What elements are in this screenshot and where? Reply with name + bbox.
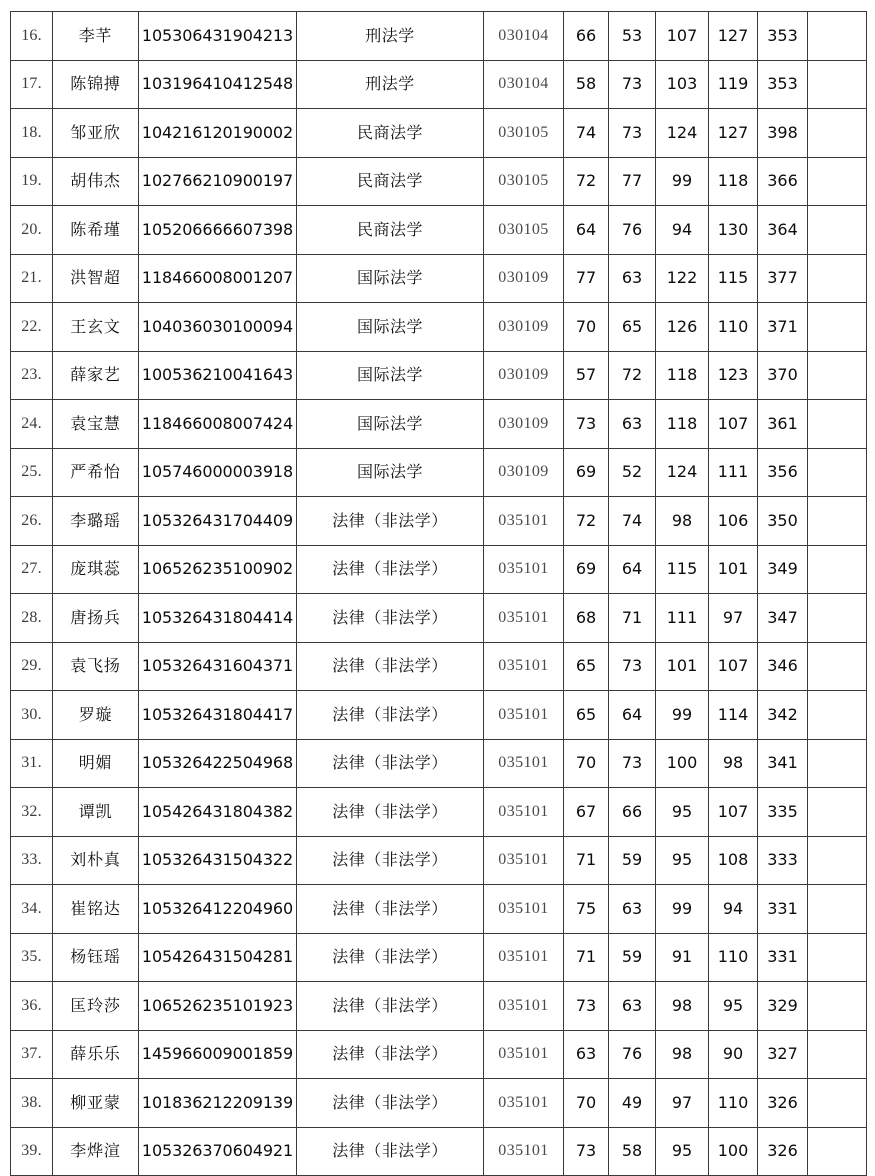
score-subject-3: 122 (656, 254, 709, 303)
score-subject-3: 118 (656, 400, 709, 449)
row-index: 16. (11, 12, 53, 61)
total-score: 326 (758, 1079, 808, 1128)
applicant-name: 薛家艺 (53, 351, 139, 400)
score-subject-2: 72 (609, 351, 656, 400)
major-name: 法律（非法学） (297, 885, 484, 934)
exam-id: 105426431804382 (139, 788, 297, 837)
total-score: 350 (758, 497, 808, 546)
total-score: 342 (758, 691, 808, 740)
total-score: 364 (758, 206, 808, 255)
score-subject-4: 111 (709, 448, 758, 497)
table-row (11, 594, 867, 643)
score-subject-1: 65 (564, 691, 609, 740)
major-code: 030109 (484, 303, 564, 352)
score-subject-1: 68 (564, 594, 609, 643)
applicant-name: 袁飞扬 (53, 642, 139, 691)
remarks-cell (808, 739, 867, 788)
total-score: 366 (758, 157, 808, 206)
major-code: 035101 (484, 1127, 564, 1176)
score-subject-1: 71 (564, 836, 609, 885)
major-name: 法律（非法学） (297, 497, 484, 546)
exam-id: 105326412204960 (139, 885, 297, 934)
row-index: 38. (11, 1079, 53, 1128)
major-code: 035101 (484, 885, 564, 934)
table-row (11, 885, 867, 934)
major-code: 035101 (484, 497, 564, 546)
major-code: 030109 (484, 351, 564, 400)
score-subject-3: 95 (656, 1127, 709, 1176)
major-name: 国际法学 (297, 351, 484, 400)
remarks-cell (808, 642, 867, 691)
exam-id: 105326431504322 (139, 836, 297, 885)
total-score: 347 (758, 594, 808, 643)
major-name: 国际法学 (297, 448, 484, 497)
total-score: 361 (758, 400, 808, 449)
score-subject-3: 97 (656, 1079, 709, 1128)
table-row (11, 157, 867, 206)
applicant-name: 薛乐乐 (53, 1030, 139, 1079)
major-code: 030109 (484, 448, 564, 497)
row-index: 19. (11, 157, 53, 206)
applicant-name: 胡伟杰 (53, 157, 139, 206)
total-score: 333 (758, 836, 808, 885)
applicant-name: 李璐瑶 (53, 497, 139, 546)
applicant-name: 柳亚蒙 (53, 1079, 139, 1128)
table-row (11, 400, 867, 449)
major-name: 法律（非法学） (297, 933, 484, 982)
score-subject-4: 110 (709, 303, 758, 352)
table-row (11, 1030, 867, 1079)
remarks-cell (808, 12, 867, 61)
major-name: 民商法学 (297, 157, 484, 206)
score-subject-4: 106 (709, 497, 758, 546)
table-row (11, 60, 867, 109)
score-subject-3: 107 (656, 12, 709, 61)
table-row (11, 933, 867, 982)
score-subject-2: 65 (609, 303, 656, 352)
score-subject-3: 99 (656, 157, 709, 206)
score-subject-2: 73 (609, 642, 656, 691)
applicant-name: 洪智超 (53, 254, 139, 303)
total-score: 353 (758, 12, 808, 61)
exam-id: 105326431604371 (139, 642, 297, 691)
score-subject-2: 71 (609, 594, 656, 643)
applicant-name: 罗璇 (53, 691, 139, 740)
applicant-name: 陈希瑾 (53, 206, 139, 255)
score-subject-2: 76 (609, 1030, 656, 1079)
applicant-name: 李芊 (53, 12, 139, 61)
major-code: 030104 (484, 60, 564, 109)
score-subject-2: 76 (609, 206, 656, 255)
total-score: 398 (758, 109, 808, 158)
score-subject-4: 114 (709, 691, 758, 740)
major-name: 法律（非法学） (297, 1127, 484, 1176)
score-subject-1: 65 (564, 642, 609, 691)
exam-id: 118466008001207 (139, 254, 297, 303)
major-name: 法律（非法学） (297, 691, 484, 740)
score-subject-4: 107 (709, 788, 758, 837)
score-subject-2: 66 (609, 788, 656, 837)
major-name: 民商法学 (297, 109, 484, 158)
score-subject-4: 98 (709, 739, 758, 788)
score-subject-1: 63 (564, 1030, 609, 1079)
total-score: 326 (758, 1127, 808, 1176)
remarks-cell (808, 982, 867, 1031)
major-code: 035101 (484, 1030, 564, 1079)
score-subject-1: 75 (564, 885, 609, 934)
major-name: 刑法学 (297, 60, 484, 109)
exam-id: 101836212209139 (139, 1079, 297, 1128)
row-index: 27. (11, 545, 53, 594)
score-subject-3: 98 (656, 1030, 709, 1079)
score-subject-1: 77 (564, 254, 609, 303)
row-index: 37. (11, 1030, 53, 1079)
score-subject-1: 57 (564, 351, 609, 400)
total-score: 356 (758, 448, 808, 497)
row-index: 23. (11, 351, 53, 400)
remarks-cell (808, 691, 867, 740)
exam-id: 104216120190002 (139, 109, 297, 158)
score-subject-4: 107 (709, 642, 758, 691)
major-code: 035101 (484, 545, 564, 594)
row-index: 36. (11, 982, 53, 1031)
score-subject-1: 66 (564, 12, 609, 61)
score-subject-3: 95 (656, 788, 709, 837)
exam-id: 105746000003918 (139, 448, 297, 497)
exam-id: 105326370604921 (139, 1127, 297, 1176)
score-subject-3: 124 (656, 109, 709, 158)
score-table-container (10, 11, 866, 1176)
applicant-name: 王玄文 (53, 303, 139, 352)
score-subject-1: 67 (564, 788, 609, 837)
total-score: 331 (758, 933, 808, 982)
major-name: 法律（非法学） (297, 545, 484, 594)
major-code: 035101 (484, 691, 564, 740)
table-row (11, 448, 867, 497)
major-name: 国际法学 (297, 254, 484, 303)
major-code: 035101 (484, 642, 564, 691)
applicant-name: 明媚 (53, 739, 139, 788)
score-subject-3: 111 (656, 594, 709, 643)
score-subject-3: 94 (656, 206, 709, 255)
applicant-name: 袁宝慧 (53, 400, 139, 449)
major-code: 035101 (484, 933, 564, 982)
total-score: 371 (758, 303, 808, 352)
exam-id: 105326422504968 (139, 739, 297, 788)
remarks-cell (808, 351, 867, 400)
score-subject-4: 100 (709, 1127, 758, 1176)
total-score: 377 (758, 254, 808, 303)
major-name: 国际法学 (297, 303, 484, 352)
total-score: 349 (758, 545, 808, 594)
table-row (11, 836, 867, 885)
row-index: 29. (11, 642, 53, 691)
remarks-cell (808, 1030, 867, 1079)
row-index: 24. (11, 400, 53, 449)
major-code: 030109 (484, 254, 564, 303)
total-score: 346 (758, 642, 808, 691)
remarks-cell (808, 933, 867, 982)
score-subject-3: 99 (656, 691, 709, 740)
major-name: 法律（非法学） (297, 1079, 484, 1128)
major-code: 030105 (484, 157, 564, 206)
total-score: 335 (758, 788, 808, 837)
score-subject-3: 91 (656, 933, 709, 982)
applicant-name: 杨钰瑶 (53, 933, 139, 982)
table-row (11, 739, 867, 788)
score-subject-1: 74 (564, 109, 609, 158)
score-subject-4: 108 (709, 836, 758, 885)
table-row (11, 109, 867, 158)
major-name: 刑法学 (297, 12, 484, 61)
score-table-body (11, 12, 867, 1176)
row-index: 39. (11, 1127, 53, 1176)
score-subject-3: 99 (656, 885, 709, 934)
row-index: 31. (11, 739, 53, 788)
applicant-name: 崔铭达 (53, 885, 139, 934)
exam-id: 105326431704409 (139, 497, 297, 546)
applicant-name: 谭凯 (53, 788, 139, 837)
exam-id: 100536210041643 (139, 351, 297, 400)
major-code: 035101 (484, 982, 564, 1031)
score-subject-1: 70 (564, 1079, 609, 1128)
major-name: 法律（非法学） (297, 642, 484, 691)
score-subject-1: 71 (564, 933, 609, 982)
table-row (11, 1079, 867, 1128)
remarks-cell (808, 60, 867, 109)
table-row (11, 982, 867, 1031)
score-subject-1: 72 (564, 157, 609, 206)
score-subject-4: 127 (709, 109, 758, 158)
exam-id: 105326431804417 (139, 691, 297, 740)
score-subject-3: 124 (656, 448, 709, 497)
applicant-name: 刘朴真 (53, 836, 139, 885)
score-subject-4: 110 (709, 933, 758, 982)
score-subject-4: 107 (709, 400, 758, 449)
major-name: 法律（非法学） (297, 739, 484, 788)
score-subject-2: 77 (609, 157, 656, 206)
table-row (11, 12, 867, 61)
score-subject-2: 52 (609, 448, 656, 497)
remarks-cell (808, 788, 867, 837)
score-subject-4: 97 (709, 594, 758, 643)
score-subject-2: 53 (609, 12, 656, 61)
major-code: 035101 (484, 836, 564, 885)
total-score: 341 (758, 739, 808, 788)
score-subject-2: 59 (609, 933, 656, 982)
major-code: 030109 (484, 400, 564, 449)
score-subject-4: 110 (709, 1079, 758, 1128)
remarks-cell (808, 448, 867, 497)
major-name: 国际法学 (297, 400, 484, 449)
remarks-cell (808, 254, 867, 303)
exam-id: 105206666607398 (139, 206, 297, 255)
row-index: 35. (11, 933, 53, 982)
applicant-name: 邹亚欣 (53, 109, 139, 158)
total-score: 329 (758, 982, 808, 1031)
row-index: 17. (11, 60, 53, 109)
row-index: 25. (11, 448, 53, 497)
score-subject-1: 73 (564, 1127, 609, 1176)
major-code: 035101 (484, 594, 564, 643)
score-subject-1: 70 (564, 303, 609, 352)
total-score: 331 (758, 885, 808, 934)
score-subject-1: 58 (564, 60, 609, 109)
major-name: 法律（非法学） (297, 788, 484, 837)
score-subject-1: 73 (564, 982, 609, 1031)
score-subject-3: 115 (656, 545, 709, 594)
applicant-name: 严希怡 (53, 448, 139, 497)
score-subject-3: 126 (656, 303, 709, 352)
major-code: 030105 (484, 206, 564, 255)
score-subject-2: 73 (609, 60, 656, 109)
remarks-cell (808, 1079, 867, 1128)
remarks-cell (808, 400, 867, 449)
score-subject-3: 101 (656, 642, 709, 691)
exam-id: 118466008007424 (139, 400, 297, 449)
score-subject-1: 70 (564, 739, 609, 788)
applicant-name: 匡玲莎 (53, 982, 139, 1031)
score-subject-4: 119 (709, 60, 758, 109)
score-subject-2: 63 (609, 885, 656, 934)
row-index: 28. (11, 594, 53, 643)
score-subject-2: 63 (609, 400, 656, 449)
remarks-cell (808, 836, 867, 885)
applicant-name: 李烨渲 (53, 1127, 139, 1176)
exam-id: 105426431504281 (139, 933, 297, 982)
exam-id: 145966009001859 (139, 1030, 297, 1079)
row-index: 26. (11, 497, 53, 546)
exam-id: 103196410412548 (139, 60, 297, 109)
exam-id: 105306431904213 (139, 12, 297, 61)
table-row (11, 497, 867, 546)
row-index: 20. (11, 206, 53, 255)
remarks-cell (808, 206, 867, 255)
score-subject-4: 101 (709, 545, 758, 594)
score-subject-2: 63 (609, 982, 656, 1031)
score-subject-4: 90 (709, 1030, 758, 1079)
table-row (11, 206, 867, 255)
score-subject-2: 73 (609, 109, 656, 158)
major-name: 民商法学 (297, 206, 484, 255)
applicant-name: 庞琪蕊 (53, 545, 139, 594)
table-row (11, 1127, 867, 1176)
score-subject-3: 98 (656, 497, 709, 546)
total-score: 370 (758, 351, 808, 400)
score-subject-4: 95 (709, 982, 758, 1031)
score-subject-2: 74 (609, 497, 656, 546)
row-index: 30. (11, 691, 53, 740)
exam-id: 106526235100902 (139, 545, 297, 594)
total-score: 327 (758, 1030, 808, 1079)
score-subject-4: 115 (709, 254, 758, 303)
score-subject-1: 69 (564, 545, 609, 594)
score-subject-2: 64 (609, 545, 656, 594)
score-subject-1: 69 (564, 448, 609, 497)
table-row (11, 254, 867, 303)
major-name: 法律（非法学） (297, 594, 484, 643)
remarks-cell (808, 109, 867, 158)
row-index: 34. (11, 885, 53, 934)
score-subject-2: 59 (609, 836, 656, 885)
table-row (11, 691, 867, 740)
score-subject-2: 64 (609, 691, 656, 740)
score-subject-2: 58 (609, 1127, 656, 1176)
table-row (11, 642, 867, 691)
remarks-cell (808, 157, 867, 206)
admission-score-table (10, 11, 867, 1176)
score-subject-4: 130 (709, 206, 758, 255)
score-subject-4: 118 (709, 157, 758, 206)
score-subject-3: 100 (656, 739, 709, 788)
major-name: 法律（非法学） (297, 836, 484, 885)
remarks-cell (808, 545, 867, 594)
table-row (11, 351, 867, 400)
score-subject-1: 73 (564, 400, 609, 449)
score-subject-4: 127 (709, 12, 758, 61)
major-name: 法律（非法学） (297, 982, 484, 1031)
table-row (11, 788, 867, 837)
row-index: 22. (11, 303, 53, 352)
table-row (11, 303, 867, 352)
table-row (11, 545, 867, 594)
score-subject-3: 103 (656, 60, 709, 109)
row-index: 33. (11, 836, 53, 885)
exam-id: 102766210900197 (139, 157, 297, 206)
row-index: 21. (11, 254, 53, 303)
remarks-cell (808, 1127, 867, 1176)
exam-id: 106526235101923 (139, 982, 297, 1031)
score-subject-2: 63 (609, 254, 656, 303)
applicant-name: 唐扬兵 (53, 594, 139, 643)
remarks-cell (808, 594, 867, 643)
major-code: 030104 (484, 12, 564, 61)
remarks-cell (808, 885, 867, 934)
score-subject-3: 95 (656, 836, 709, 885)
major-code: 035101 (484, 739, 564, 788)
score-subject-3: 98 (656, 982, 709, 1031)
row-index: 32. (11, 788, 53, 837)
major-code: 030105 (484, 109, 564, 158)
row-index: 18. (11, 109, 53, 158)
applicant-name: 陈锦搏 (53, 60, 139, 109)
exam-id: 104036030100094 (139, 303, 297, 352)
remarks-cell (808, 497, 867, 546)
score-subject-3: 118 (656, 351, 709, 400)
major-code: 035101 (484, 1079, 564, 1128)
major-name: 法律（非法学） (297, 1030, 484, 1079)
score-subject-1: 72 (564, 497, 609, 546)
score-subject-1: 64 (564, 206, 609, 255)
major-code: 035101 (484, 788, 564, 837)
total-score: 353 (758, 60, 808, 109)
score-subject-4: 123 (709, 351, 758, 400)
exam-id: 105326431804414 (139, 594, 297, 643)
score-subject-2: 49 (609, 1079, 656, 1128)
score-subject-4: 94 (709, 885, 758, 934)
score-subject-2: 73 (609, 739, 656, 788)
remarks-cell (808, 303, 867, 352)
